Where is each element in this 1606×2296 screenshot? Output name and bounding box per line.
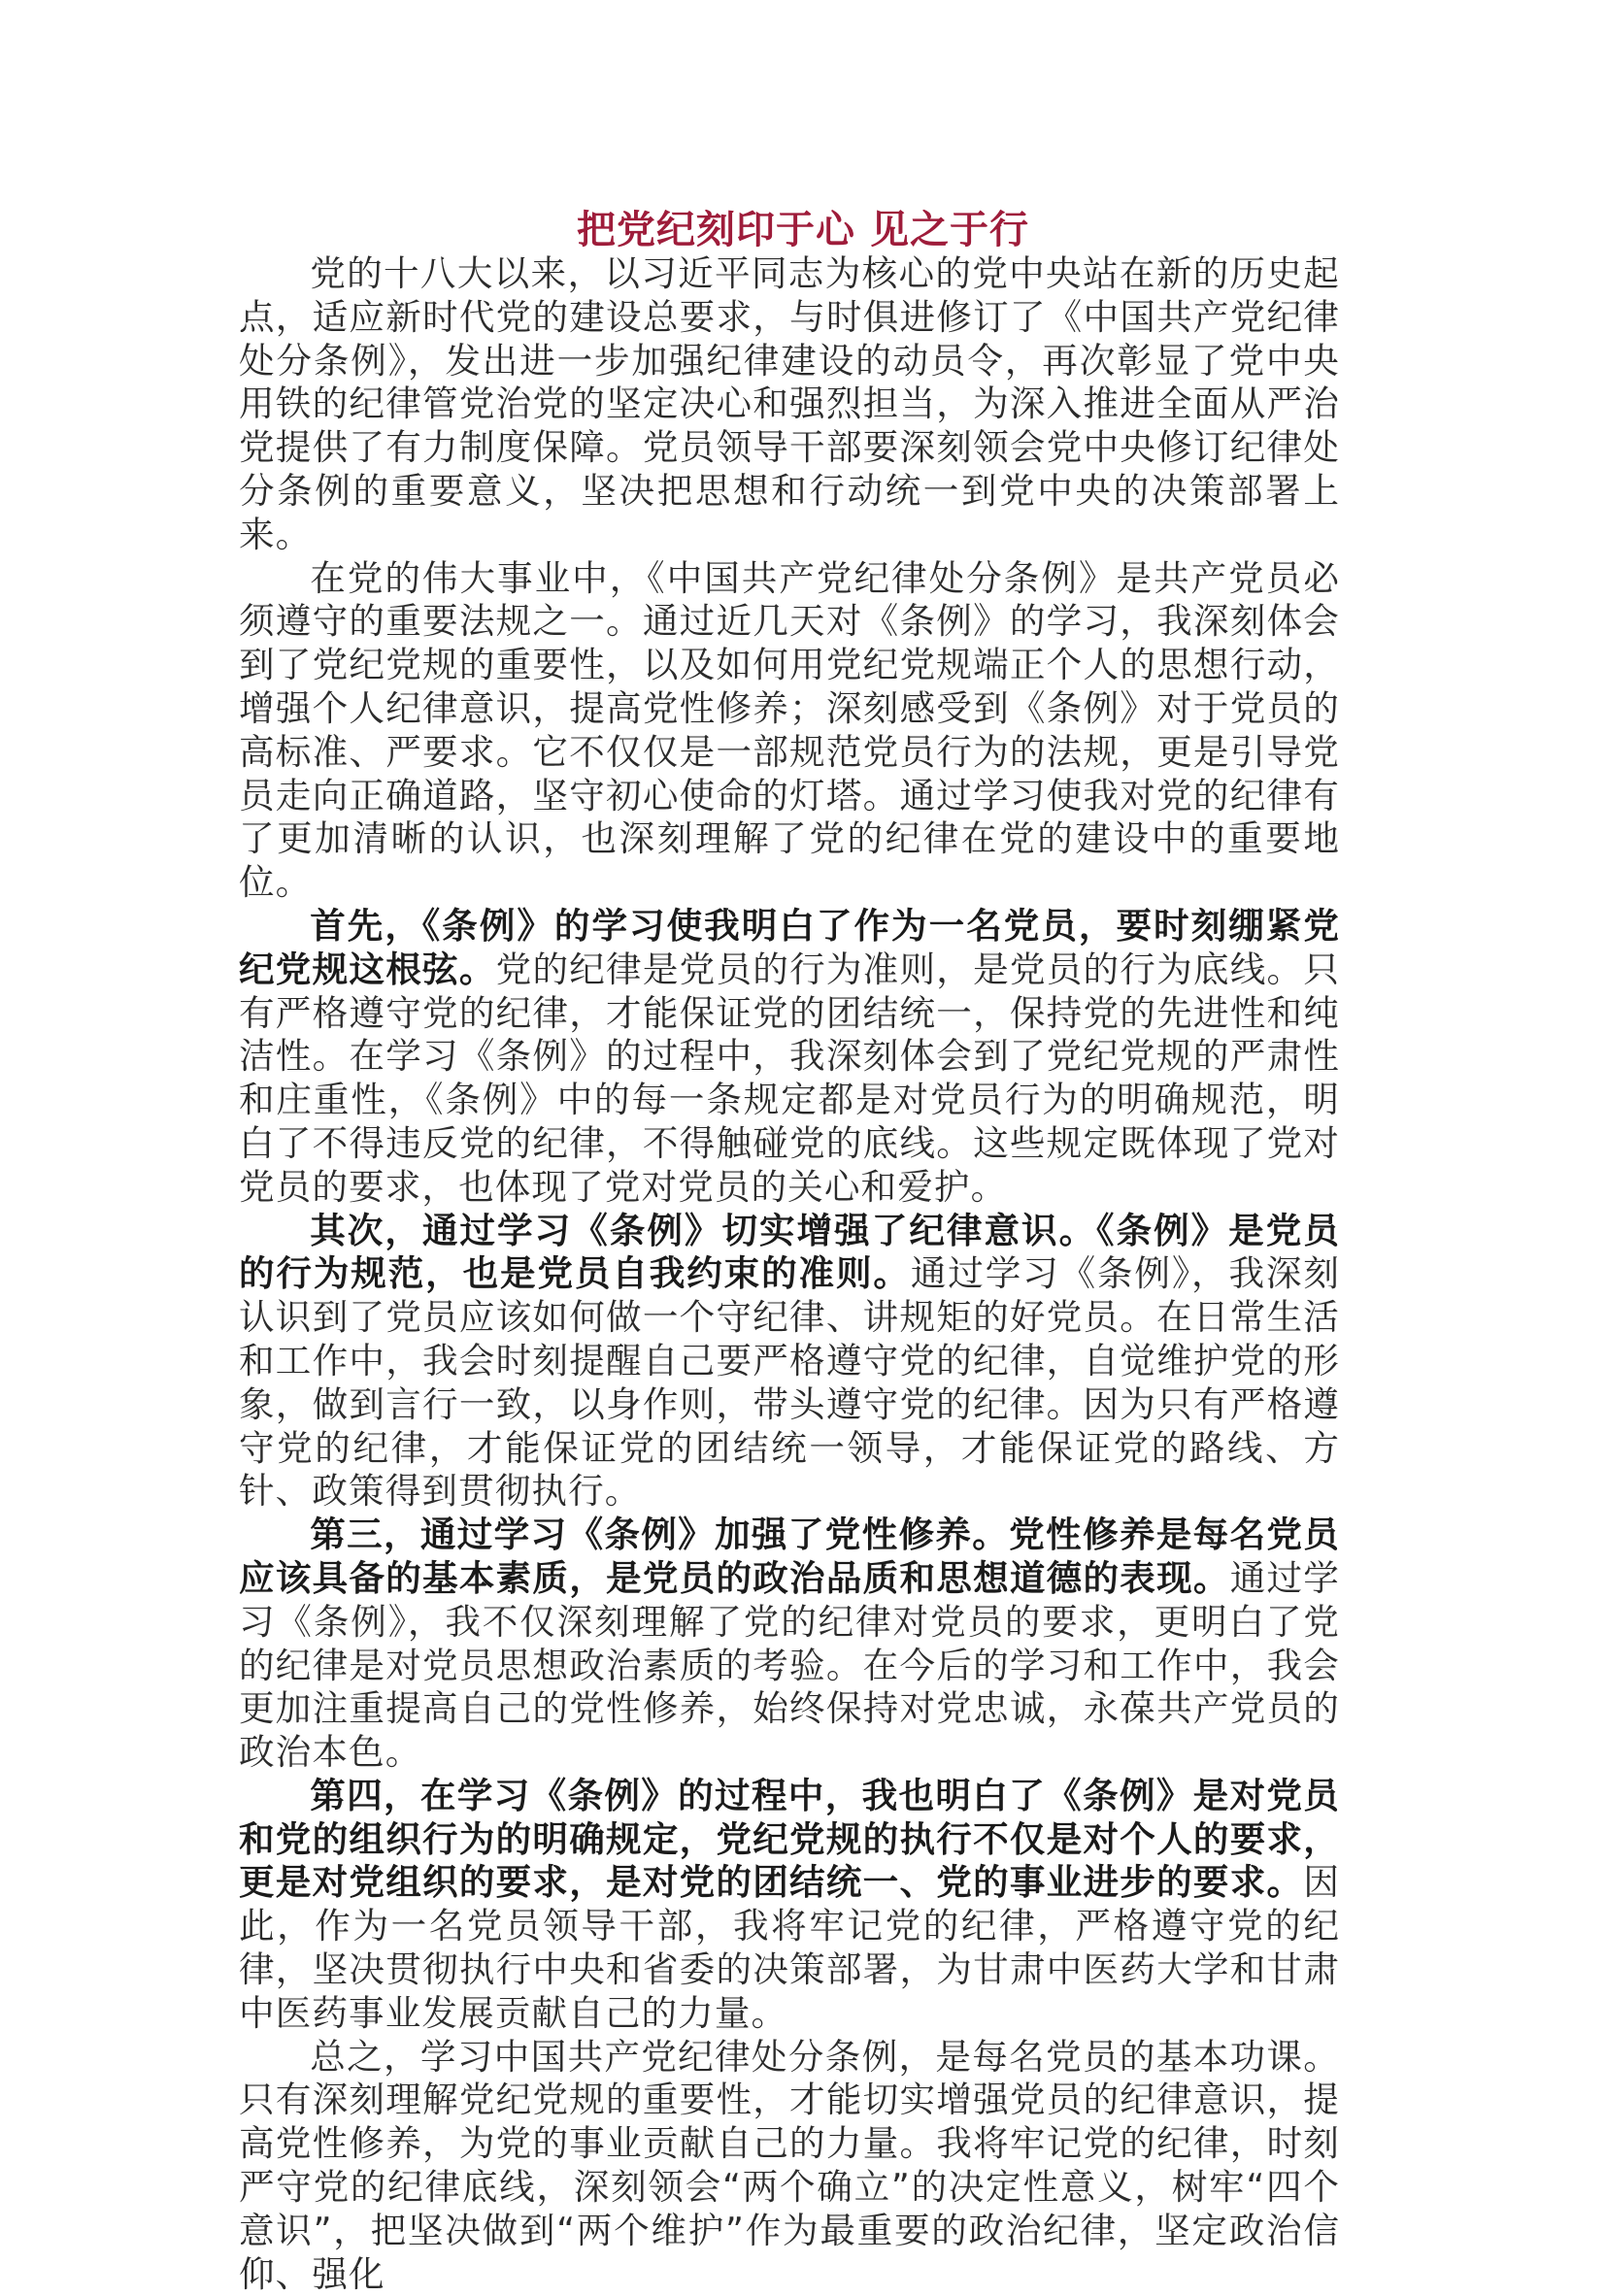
paragraph-5 [239, 1514, 1340, 1775]
paragraph-3-text: 党的纪律是党员的行为准则，是党员的行为底线。只有严格遵守党的纪律，才能保证党的团结统一，保持党的先进性和纯洁性。在学习《条例》的过程中，我深刻体会到了党纪党规的严肃性和庄重性，《条例》中的每一条规定都是对党员行为的明确规范，明白了不得违反党的纪律，不得触碰党的底线。这些规定既体现了党对党员的要求，也体现了党对党员的关心和爱护。 [239, 948, 1341, 1208]
paragraph-6-lead: 第四，在学习《条例》的过程中，我也明白了《条例》是对党员和党的组织行为的明确规定，党纪党规的执行不仅是对个人的要求，更是对党组织的要求，是对党的团结统一、党的事业进步的要求。 [239, 1774, 1340, 1904]
paragraph-5-lead: 第三，通过学习《条例》加强了党性修养。党性修养是每名党员应该具备的基本素质，是党员的政治品质和思想道德的表现。 [239, 1514, 1340, 1599]
paragraph-1 [239, 252, 1340, 557]
paragraph-3-lead: 首先，《条例》的学习使我明白了作为一名党员，要时刻绷紧党纪党规这根弦。 [239, 904, 1340, 990]
paragraph-2 [239, 557, 1340, 905]
paragraph-4-lead: 其次，通过学习《条例》切实增强了纪律意识。《条例》是党员的行为规范，也是党员自我约束的准则。 [239, 1209, 1340, 1295]
paragraph-5-text: 通过学习《条例》，我不仅深刻理解了党的纪律对党员的要求，更明白了党的纪律是对党员思想政治素质的考验。在今后的学习和工作中，我会更加注重提高自己的党性修养，始终保持对党忠诚，永葆共产党员的政治本色。 [239, 1556, 1340, 1774]
document-body [239, 252, 1340, 2296]
paragraph-6 [239, 1775, 1340, 2036]
paragraph-1-text: 党的十八大以来，以习近平同志为核心的党中央站在新的历史起点，适应新时代党的建设总要求，与时俱进修订了《中国共产党纪律处分条例》，发出进一步加强纪律建设的动员令，再次彰显了党中央用铁的纪律管党治党的坚定决心和强烈担当，为深入推进全面从严治党提供了有力制度保障。党员领导干部要深刻领会党中央修订纪律处分条例的重要意义，坚决把思想和行动统一到党中央的决策部署上来。 [239, 252, 1340, 555]
paragraph-6-text: 因此，作为一名党员领导干部，我将牢记党的纪律，严格遵守党的纪律，坚决贯彻执行中央和省委的决策部署，为甘肃中医药大学和甘肃中医药事业发展贡献自己的力量。 [239, 1861, 1340, 2034]
paragraph-2-text: 在党的伟大事业中，《中国共产党纪律处分条例》是共产党员必须遵守的重要法规之一。通过近几天对《条例》的学习，我深刻体会到了党纪党规的重要性，以及如何用党纪党规端正个人的思想行动，增强个人纪律意识，提高党性修养；深刻感受到《条例》对于党员的高标准、严要求。它不仅仅是一部规范党员行为的法规，更是引导党员走向正确道路，坚守初心使命的灯塔。通过学习使我对党的纪律有了更加清晰的认识，也深刻理解了党的纪律在党的建设中的重要地位。 [239, 556, 1340, 904]
paragraph-7-text: 总之，学习中国共产党纪律处分条例，是每名党员的基本功课。只有深刻理解党纪党规的重要性，才能切实增强党员的纪律意识，提高党性修养，为党的事业贡献自己的力量。我将牢记党的纪律，时刻严守党的纪律底线，深刻领会“两个确立”的决定性意义，树牢“四个意识”，把坚决做到“两个维护”作为最重要的政治纪律，坚定政治信仰、强化 [239, 2035, 1340, 2295]
document-title: 把党纪刻印于心 见之于行 [577, 207, 1029, 252]
paragraph-4 [239, 1210, 1340, 1514]
paragraph-4-text: 通过学习《条例》，我深刻认识到了党员应该如何做一个守纪律、讲规矩的好党员。在日常生活和工作中，我会时刻提醒自己要严格遵守党的纪律，自觉维护党的形象，做到言行一致，以身作则，带头遵守党的纪律。因为只有严格遵守党的纪律，才能保证党的团结统一领导，才能保证党的路线、方针、政策得到贯彻执行。 [239, 1252, 1340, 1513]
paragraph-7 [239, 2036, 1340, 2296]
paragraph-3 [239, 905, 1340, 1210]
